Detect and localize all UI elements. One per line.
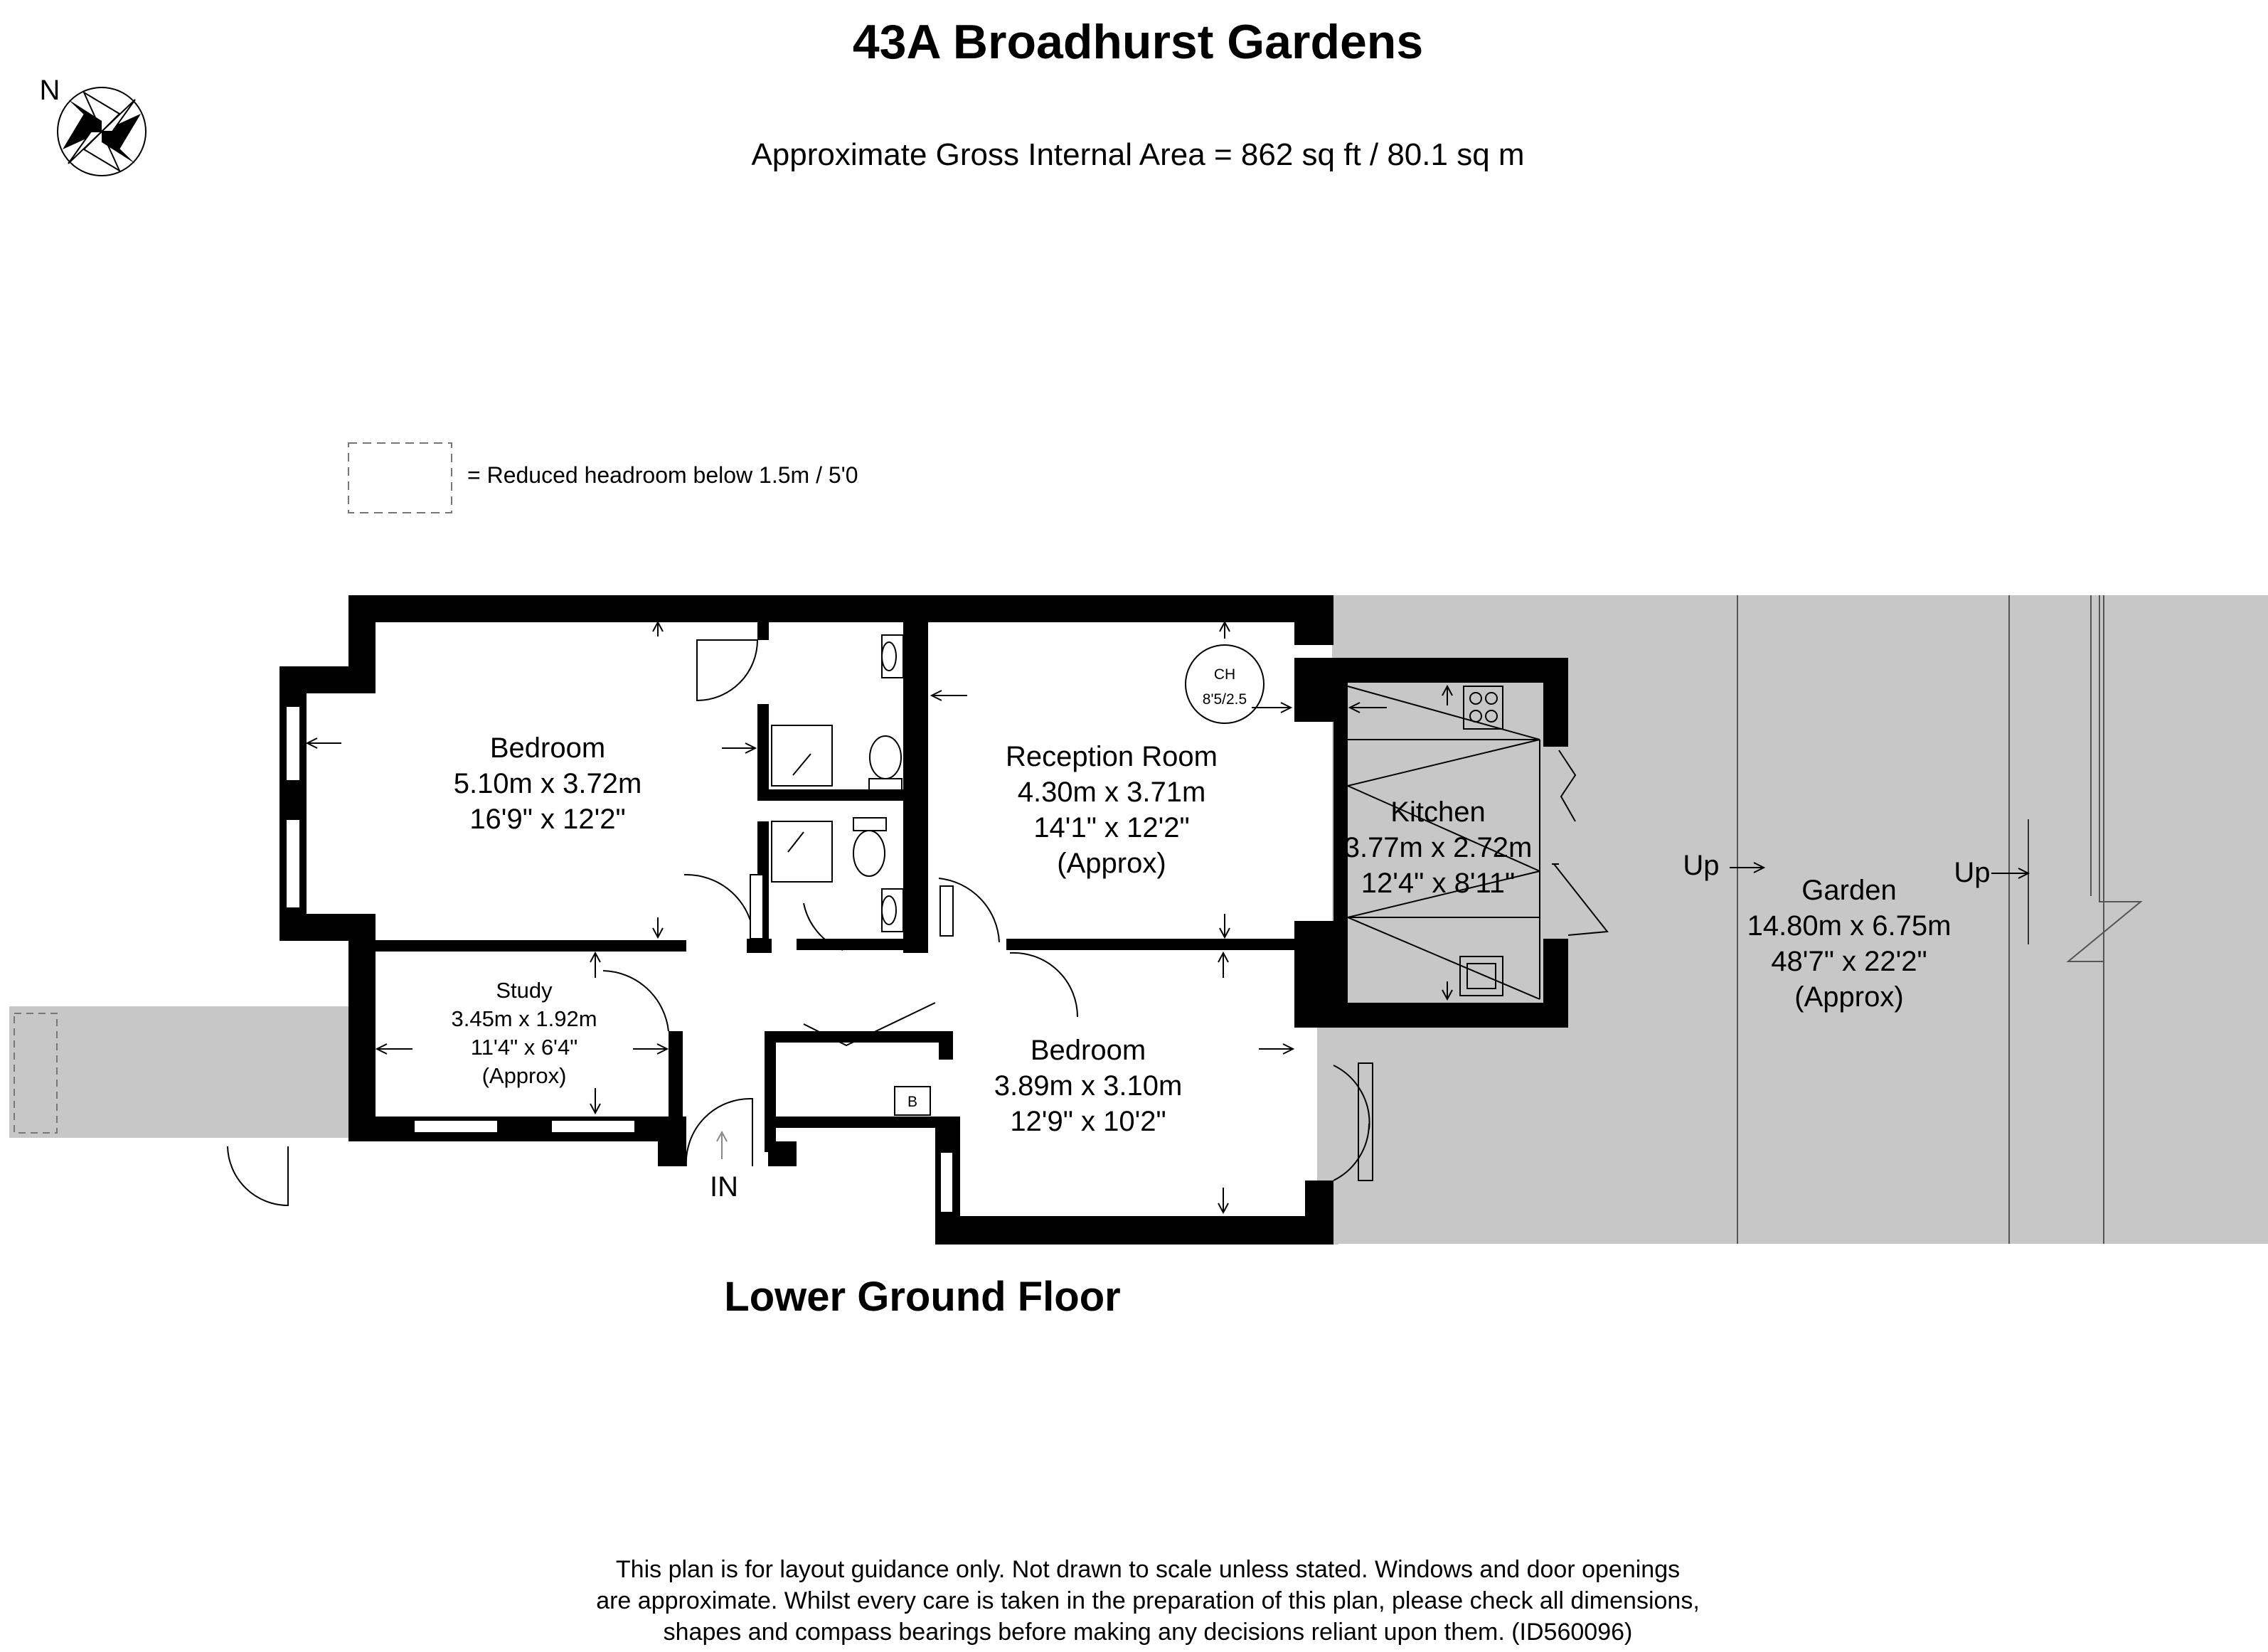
room-study <box>451 978 597 1088</box>
garden-imperial: 48'7" x 22'2" <box>1771 946 1927 977</box>
bedroom1-metric: 5.10m x 3.72m <box>453 768 642 799</box>
reduced-headroom-legend-swatch <box>348 443 452 513</box>
disclaimer-line-1: This plan is for layout guidance only. Not drawn to scale unless stated. Windows and door openings <box>615 1556 1681 1583</box>
reception-imperial: 14'1" x 12'2" <box>1033 812 1190 843</box>
shower-icon-2 <box>772 821 832 882</box>
kitchen-imperial: 12'4" x 8'11" <box>1361 868 1516 899</box>
bedroom2-name: Bedroom <box>1030 1035 1146 1066</box>
bedroom1-imperial: 16'9" x 12'2" <box>469 804 626 835</box>
reception-note: (Approx) <box>1057 848 1166 879</box>
entrance-label: IN <box>710 1171 738 1203</box>
study-name: Study <box>496 978 553 1003</box>
bedroom2-imperial: 12'9" x 10'2" <box>1010 1106 1166 1137</box>
room-reception <box>1006 741 1218 879</box>
floor-label: Lower Ground Floor <box>724 1274 1121 1320</box>
reduced-headroom-legend-text: = Reduced headroom below 1.5m / 5'0 <box>467 462 858 488</box>
reception-name: Reception Room <box>1006 741 1218 772</box>
study-note: (Approx) <box>481 1063 567 1088</box>
kitchen-metric: 3.77m x 2.72m <box>1343 832 1533 863</box>
bedroom1-name: Bedroom <box>489 732 606 764</box>
room-bedroom-1 <box>454 732 642 835</box>
basin-icon <box>882 635 903 678</box>
garden-metric: 14.80m x 6.75m <box>1747 910 1952 942</box>
plan-title: 43A Broadhurst Gardens <box>852 15 1424 69</box>
kitchen-name: Kitchen <box>1390 796 1486 828</box>
shower-icon <box>772 725 832 786</box>
front-path <box>9 1006 349 1138</box>
toilet-icon-2 <box>853 831 885 876</box>
disclaimer-line-2: are approximate. Whilst every care is taken in the preparation of this plan, please check all dimensions, <box>596 1587 1700 1614</box>
garden-name: Garden <box>1801 875 1897 906</box>
central-heating-size: 8'5/2.5 <box>1202 691 1247 708</box>
central-heating-label: CH <box>1213 666 1236 683</box>
bathroom-fixtures <box>772 635 903 932</box>
gross-area: Approximate Gross Internal Area = 862 sq ft / 80.1 sq m <box>751 137 1525 172</box>
central-heating-icon <box>1186 645 1264 723</box>
bedroom2-metric: 3.89m x 3.10m <box>994 1070 1183 1102</box>
boiler-label: B <box>907 1094 918 1110</box>
up-label-2: Up <box>1954 857 1991 888</box>
study-imperial: 11'4" x 6'4" <box>470 1035 578 1060</box>
compass-north-label: N <box>39 75 60 106</box>
compass-icon <box>58 87 146 176</box>
disclaimer-line-3: shapes and compass bearings before making any decisions reliant upon them. (ID560096) <box>663 1619 1633 1646</box>
garden-note: (Approx) <box>1794 981 1904 1013</box>
room-bedroom-2 <box>994 1035 1183 1137</box>
reception-metric: 4.30m x 3.71m <box>1017 777 1206 808</box>
toilet-icon <box>870 736 901 779</box>
up-label-1: Up <box>1683 850 1720 881</box>
study-metric: 3.45m x 1.92m <box>451 1006 597 1031</box>
basin-icon-2 <box>882 889 903 932</box>
